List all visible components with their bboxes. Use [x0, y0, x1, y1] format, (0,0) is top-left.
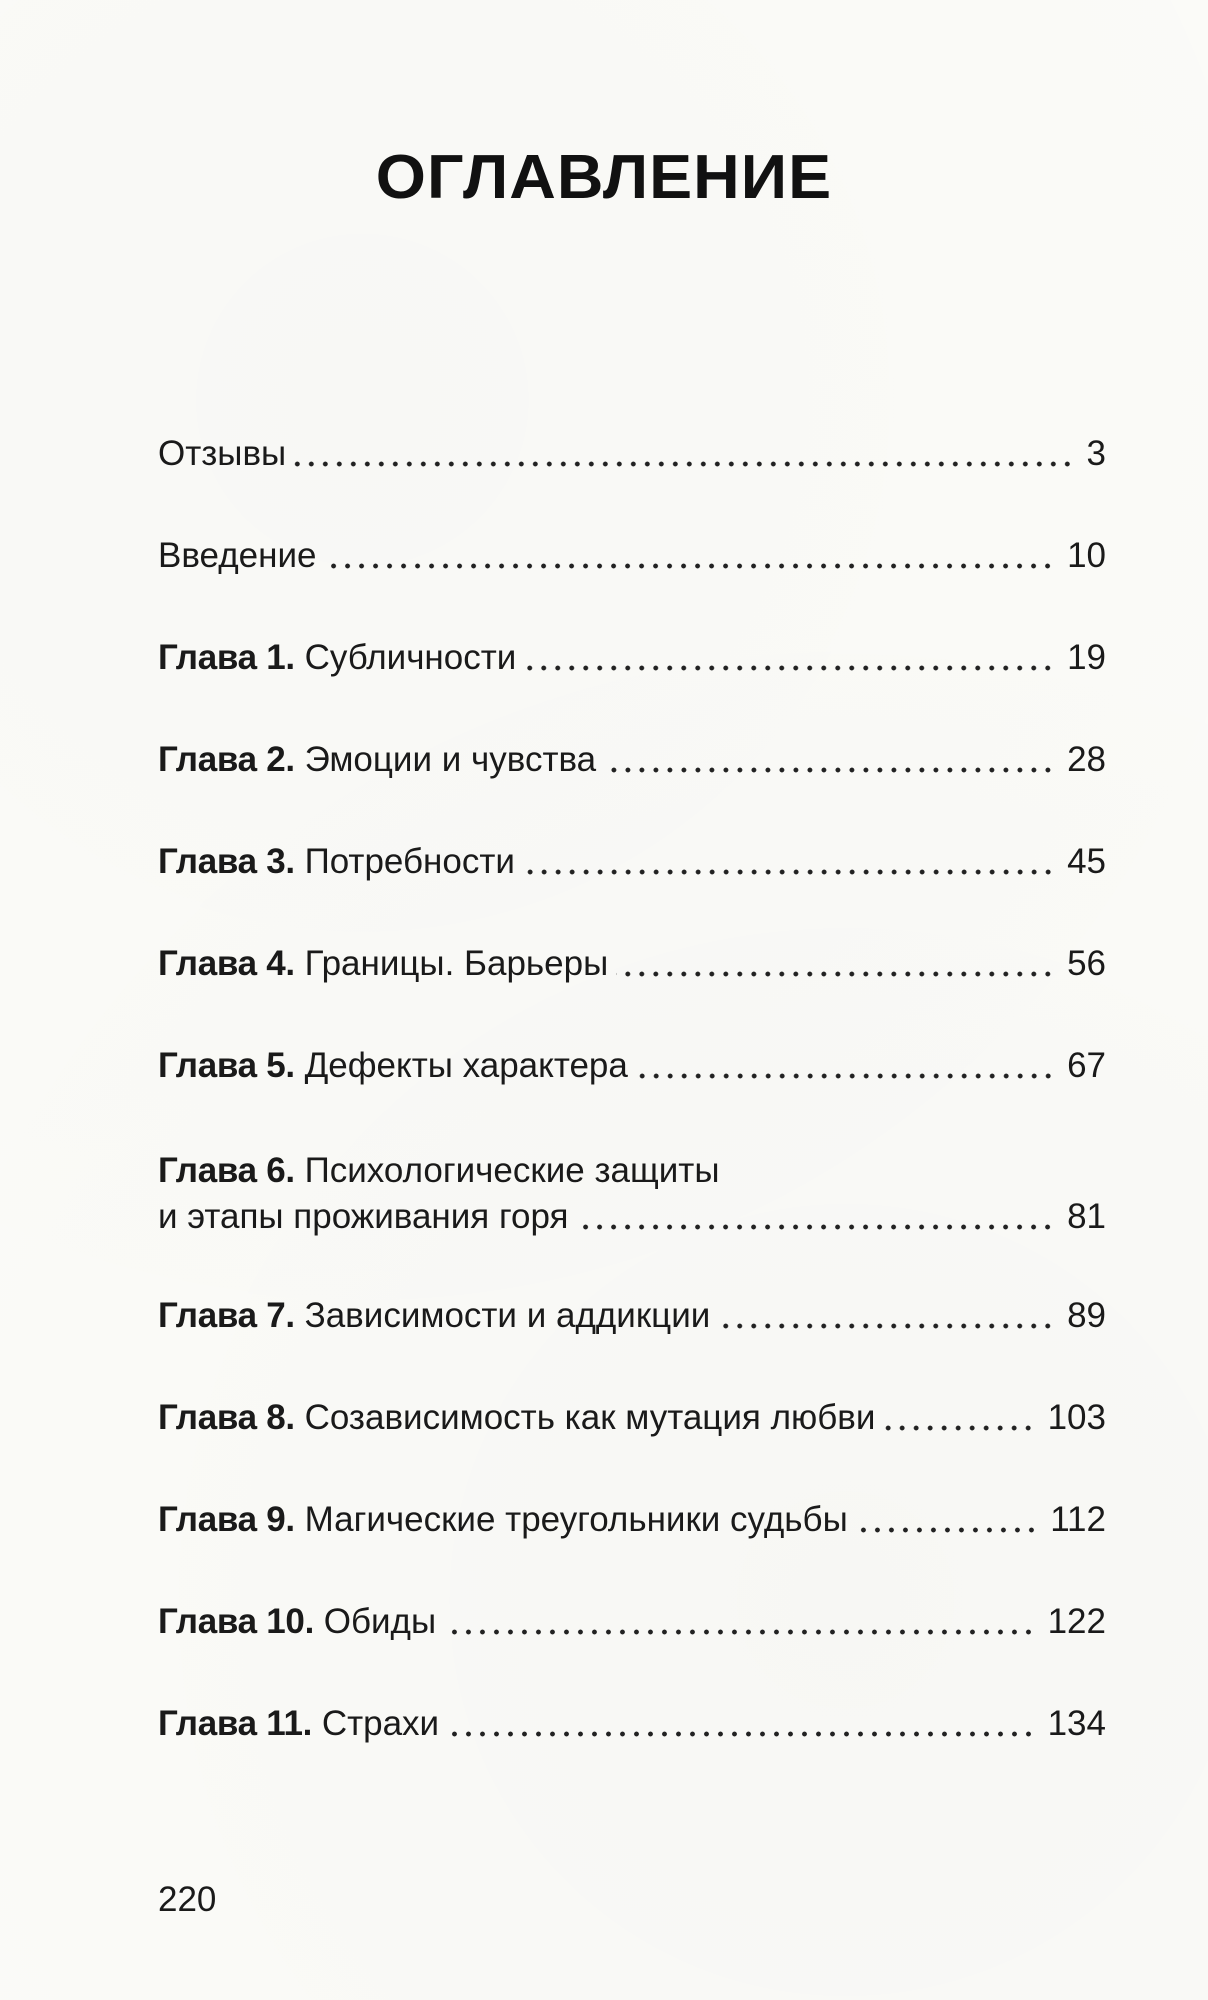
dot-leader: [883, 1424, 1035, 1432]
dot-leader: [718, 1322, 1055, 1330]
dot-leader: [856, 1526, 1038, 1534]
toc-entry-chapter-5: [158, 1043, 1106, 1089]
page-number-folio: 220: [158, 1880, 217, 1919]
toc-chapter-number: Глава 2.: [158, 740, 295, 779]
dot-leader: [447, 1730, 1035, 1738]
toc-page-number: 112: [1050, 1500, 1106, 1539]
toc-page-number: 10: [1067, 536, 1106, 575]
toc-entry-title: Эмоции и чувства: [304, 740, 597, 779]
toc-page-number: 89: [1067, 1296, 1106, 1335]
toc-entry-chapter-11: [158, 1701, 1106, 1747]
toc-entry-chapter-8: [158, 1395, 1106, 1441]
toc-entry-chapter-2: [158, 737, 1106, 783]
toc-entry-chapter-7: [158, 1293, 1106, 1339]
toc-entry-title: Отзывы: [158, 434, 287, 473]
toc-page-number: 81: [1067, 1197, 1106, 1236]
toc-chapter-number: Глава 4.: [158, 944, 295, 983]
toc-chapter-number: Глава 10.: [158, 1602, 314, 1641]
dot-leader: [616, 970, 1055, 978]
toc-entry-chapter-1: [158, 635, 1106, 681]
toc-entry-title: Введение: [158, 536, 317, 575]
toc-entry-chapter-10: [158, 1599, 1106, 1645]
toc-entry-title-continued: и этапы проживания горя: [158, 1197, 569, 1236]
toc-chapter-number: Глава 3.: [158, 842, 295, 881]
toc-entry-chapter-9: [158, 1497, 1106, 1543]
dot-leader: [524, 664, 1055, 672]
dot-leader: [523, 868, 1055, 876]
toc-page-number: 3: [1086, 434, 1106, 473]
dot-leader: [576, 1223, 1055, 1231]
toc-page-number: 134: [1047, 1704, 1106, 1743]
toc-chapter-number: Глава 5.: [158, 1046, 295, 1085]
toc-entry-title: Дефекты характера: [304, 1046, 628, 1085]
toc-entry-title: Созависимость как мутация любви: [304, 1398, 876, 1437]
toc-entry-title: Потребности: [304, 842, 515, 881]
toc-chapter-number: Глава 6.: [158, 1151, 295, 1190]
dot-leader: [604, 766, 1055, 774]
toc-entry-chapter-3: [158, 839, 1106, 885]
toc-entry-chapter-4: [158, 941, 1106, 987]
toc-page-number: 67: [1067, 1046, 1106, 1085]
toc-chapter-number: Глава 9.: [158, 1500, 295, 1539]
toc-page-number: 45: [1067, 842, 1106, 881]
toc-entry-title: Страхи: [321, 1704, 440, 1743]
toc-entry-chapter-6: [158, 1148, 1106, 1240]
toc-page-number: 56: [1067, 944, 1106, 983]
toc-entry-title: Обиды: [323, 1602, 437, 1641]
dot-leader: [324, 562, 1055, 570]
toc-page-number: 28: [1067, 740, 1106, 779]
toc-page-number: 19: [1067, 638, 1106, 677]
toc-entry-reviews: [158, 431, 1106, 477]
toc-chapter-number: Глава 1.: [158, 638, 295, 677]
dot-leader: [444, 1628, 1035, 1636]
toc-entry-title: Психологические защиты: [304, 1151, 720, 1190]
toc-chapter-number: Глава 7.: [158, 1296, 295, 1335]
page-title: ОГЛАВЛЕНИЕ: [375, 143, 833, 212]
toc-chapter-number: Глава 8.: [158, 1398, 295, 1437]
toc-entry-title: Зависимости и аддикции: [304, 1296, 711, 1335]
dot-leader: [294, 460, 1074, 468]
toc-page-number: 122: [1047, 1602, 1106, 1641]
dot-leader: [636, 1072, 1055, 1080]
toc-chapter-number: Глава 11.: [158, 1704, 313, 1743]
toc-entry-title: Субличности: [304, 638, 517, 677]
toc-entry-introduction: [158, 533, 1106, 579]
toc-entry-title: Магические треугольники судьбы: [304, 1500, 848, 1539]
toc-entry-title: Границы. Барьеры: [304, 944, 609, 983]
toc-page-number: 103: [1047, 1398, 1106, 1437]
